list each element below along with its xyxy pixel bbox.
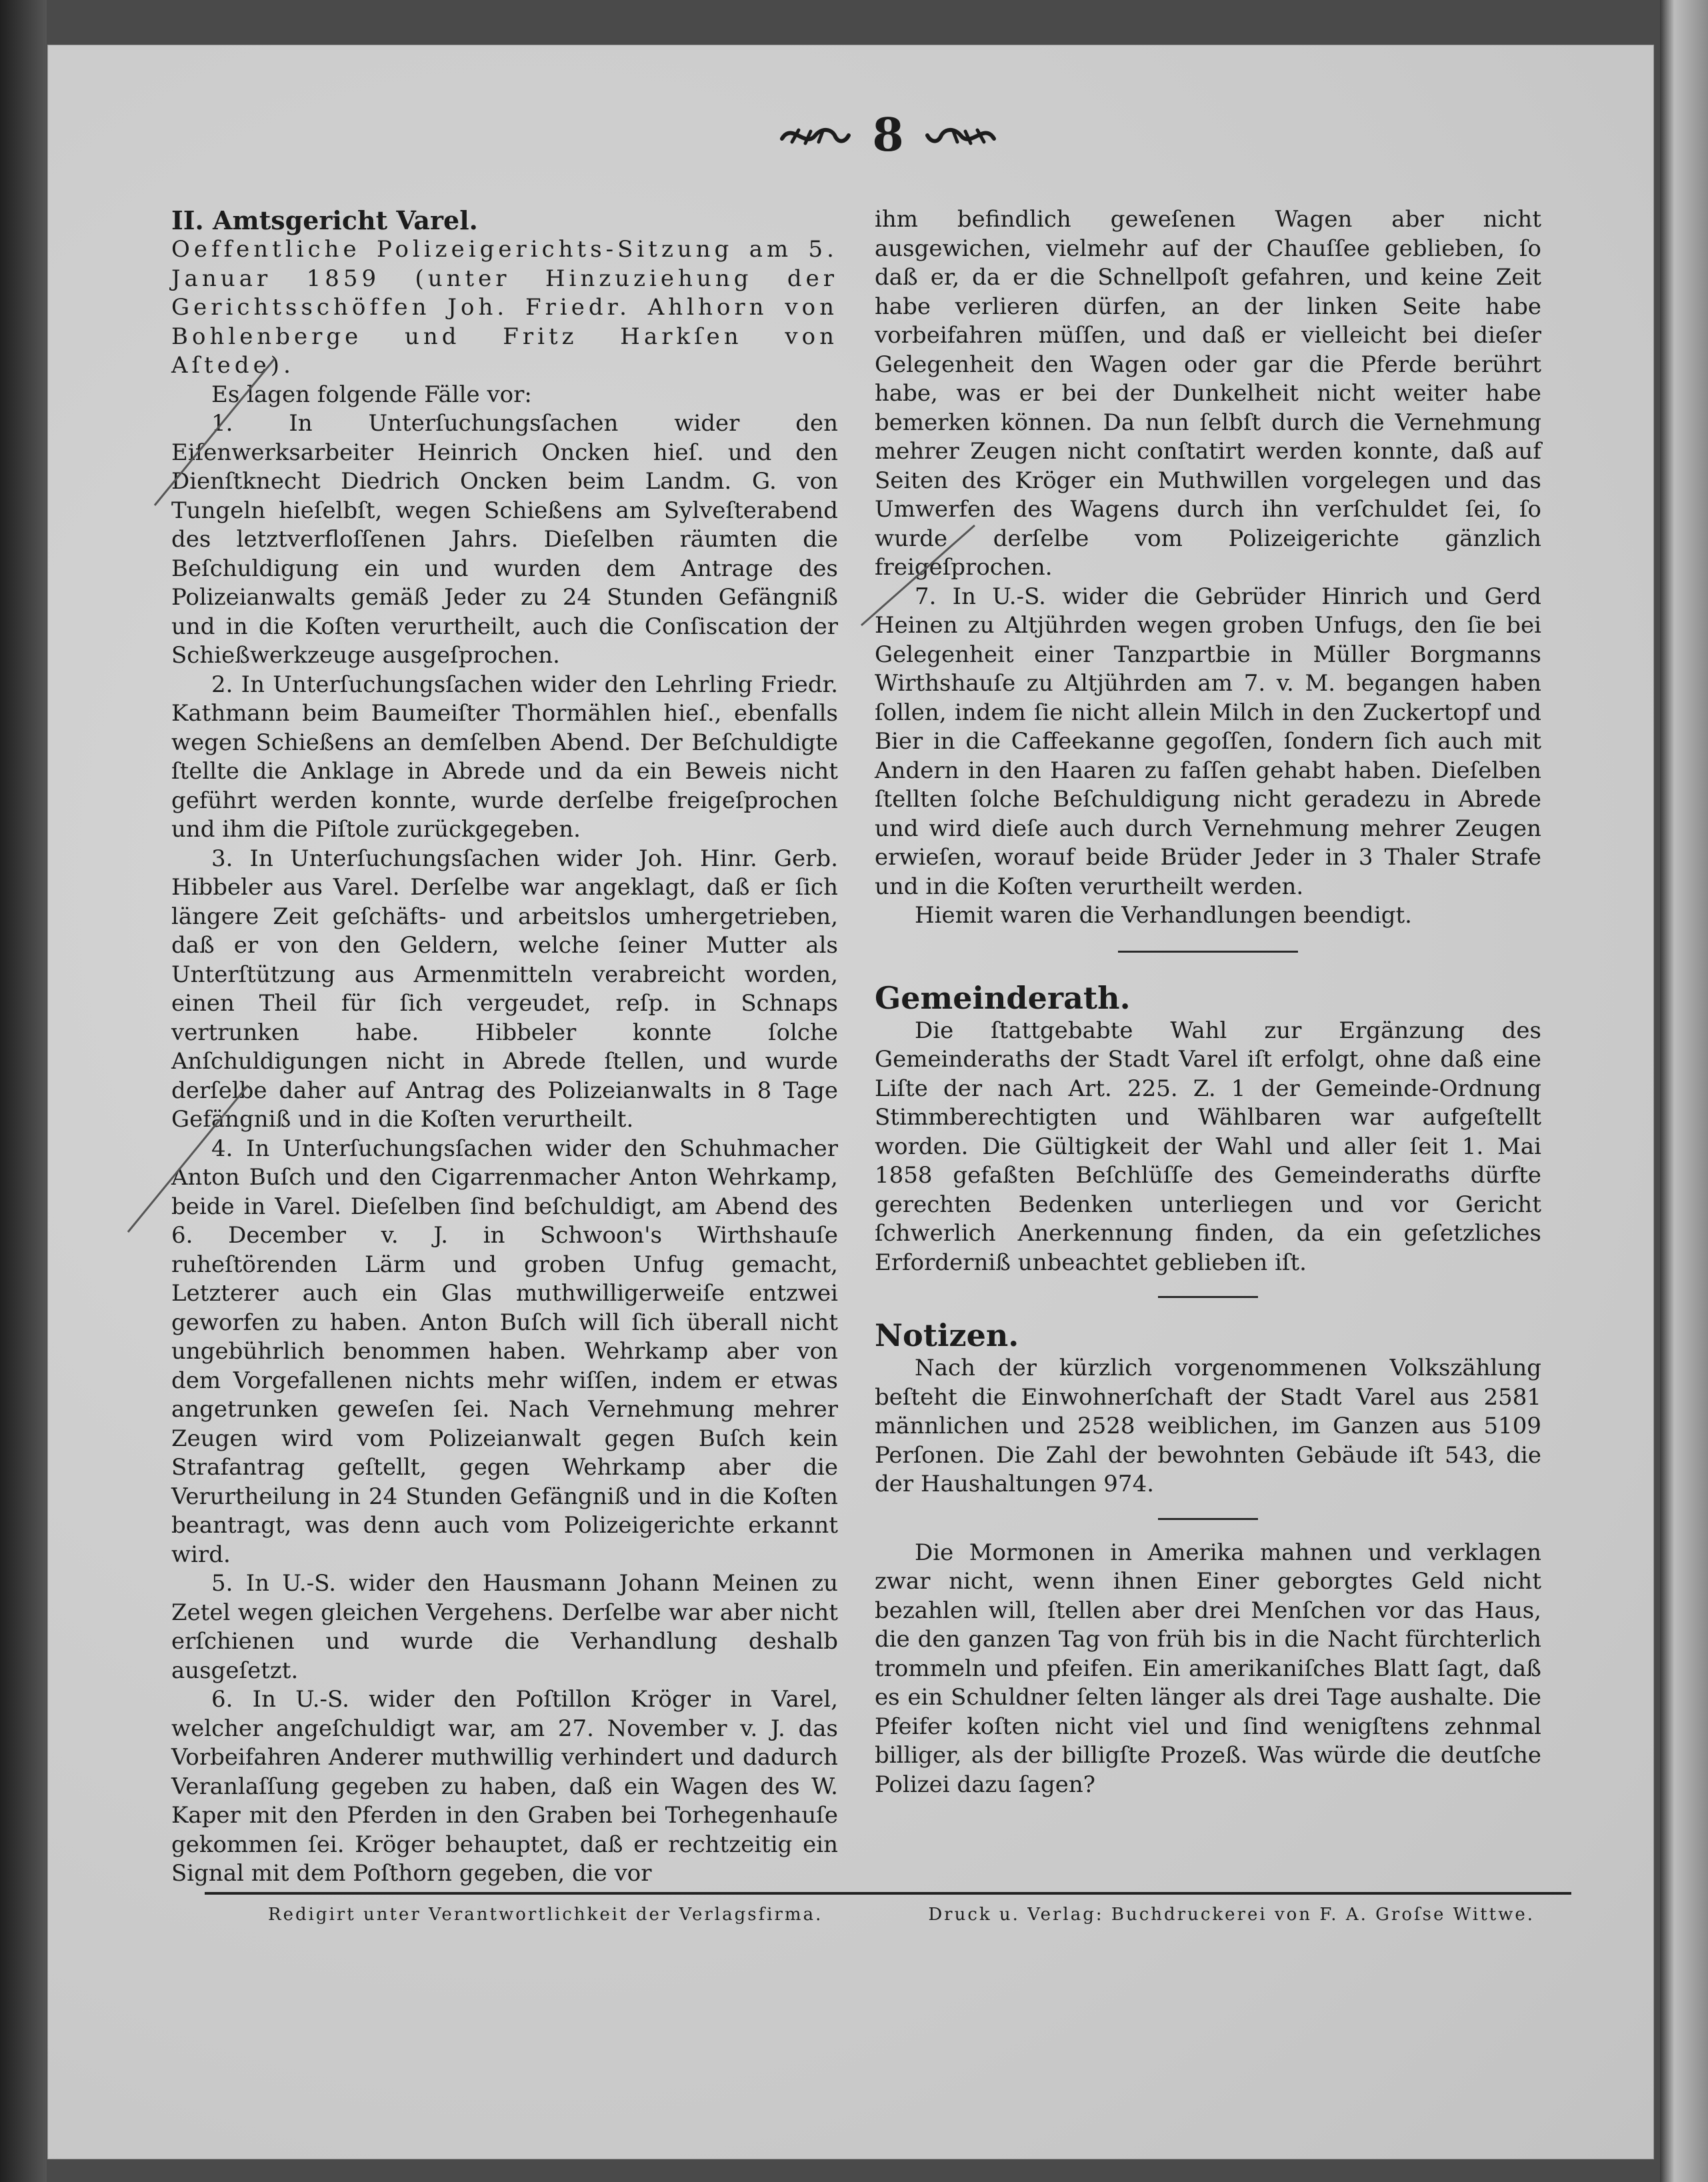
case-6-continued: ihm befindlich geweſenen Wagen aber nicht ausgewichen, vielmehr auf der Chauſſee geblieben, ſo daß er, da er die Schnellpoſt gefahren, und keine Zeit habe verlieren dürfen, an der linken Seite habe vorbeifahren müſſen, und daß er vielleicht bei dieſer Gelegenheit den Wagen oder gar die Pferde berührt habe, was er bei der Dunkelheit nicht weiter habe bemerken können. Da nun ſelbſt durch die Vernehmung mehrer Zeugen nicht conſtatirt werden konnte, daß auf Seiten des Kröger ein Muthwillen vorgelegen und das Umwerfen des Wagens durch ihn verſchuldet ſei, ſo wurde derſelbe vom Polizeigerichte gänzlich freigeſprochen. [875,206,1541,581]
section-title-notizen: Notizen. [875,1317,1019,1353]
case-5: 5. In U.-S. wider den Hausmann Johann Meinen zu Zetel wegen gleichen Vergehens. Derſelbe war aber nicht erſchienen und wurde die Verhandlung deshalb ausgeſetzt. [171,1570,838,1684]
cases-intro: Es lagen folgende Fälle vor: [211,381,532,408]
section-title-amtsgericht: II. Amtsgericht Varel. [171,205,478,235]
imprint [268,1903,1535,1926]
ornament-right-icon [924,115,997,155]
closing-remark: Hiemit waren die Verhandlungen beendigt. [915,902,1412,929]
page-number: 8 [872,109,904,162]
session-intro: Oeffentliche Polizeigerichts-Sitzung am 5. Januar 1859 (unter Hinzuziehung der Gerichtsschöffen Joh. Friedr. Ahlhorn von Bohlenberge und Fritz Harkſen von Aſtede). [171,236,838,379]
imprint-editor: Redigirt unter Verantwortlichkeit der Verlagsfirma. [268,1905,823,1925]
ornament-left-icon [779,115,852,155]
scan-background-right [1660,0,1708,2182]
scan-background-left [0,0,47,2182]
case-6: 6. In U.-S. wider den Poſtillon Kröger in Varel, welcher angeſchuldigt war, am 27. November v. J. das Vorbeifahren Anderer muthwillig verhindert und dadurch Veranlaſſung gegeben zu haben, daß ein Wagen des W. Kaper mit den Pferden in den Graben bei Torhegenhauſe gekommen ſei. Kröger behauptet, daß er rechtzeitig ein Signal mit dem Poſthorn gegeben, die vor [171,1686,838,1887]
newspaper-page [48,45,1653,2159]
section-divider [1118,951,1298,953]
case-7: 7. In U.-S. wider die Gebrüder Hinrich und Gerd Heinen zu Altjührden wegen groben Unfugs, den ſie bei Gelegenheit einer Tanzpartbie in Müller Borgmanns Wirthshauſe zu Altjührden am 7. v. M. begangen haben ſollen, indem ſie nicht allein Milch in den Zuckertopf und Bier in die Caffeekanne gegoſſen, ſondern ſich auch mit Andern in den Haaren zu faſſen gehabt haben. Dieſelben ſtellten ſolche Beſchuldigung nicht geradezu in Abrede und wird dieſe auch durch Vernehmung mehrer Zeugen erwieſen, worauf beide Brüder Jeder in 3 Thaler Strafe und in die Koſten verurtheilt werden. [875,583,1541,900]
gemeinderath-text: Die ſtattgebabte Wahl zur Ergänzung des Gemeinderaths der Stadt Varel iſt erfolgt, ohne daß eine Liſte der nach Art. 225. Z. 1 der Gemeinde-Ordnung Stimmberechtigten und Wählbaren war aufgeſtellt worden. Die Gültigkeit der Wahl und aller ſeit 1. Mai 1858 gefaßten Beſchlüſſe des Gemeinderaths dürfte gerechten Bedenken unterliegen und vor Gericht ſchwerlich Anerkennung finden, da ein geſetzliches Erforderniß unbeachtet geblieben iſt. [875,1017,1541,1276]
notiz-volkszaehlung: Nach der kürzlich vorgenommenen Volkszählung beſteht die Einwohnerſchaft der Stadt Varel aus 2581 männlichen und 2528 weiblichen, im Ganzen aus 5109 Perſonen. Die Zahl der bewohnten Gebäude iſt 543, die der Haushaltungen 974. [875,1355,1541,1497]
left-column [171,205,838,1889]
footer-rule [205,1892,1571,1895]
section-divider [1158,1296,1258,1298]
case-1: 1. In Unterſuchungsſachen wider den Eiſenwerksarbeiter Heinrich Oncken hieſ. und den Dienſtknecht Diedrich Oncken beim Landm. G. von Tungeln hieſelbſt, wegen Schießens am Sylveſterabend des letztverfloſſenen Jahrs. Dieſelben räumten die Beſchuldigung ein und wurden dem Antrage des Polizeianwalts gemäß Jeder zu 24 Stunden Gefängniß und in die Koſten verurtheilt, auch die Conſiscation der Schießwerkzeuge ausgeſprochen. [171,410,838,669]
imprint-printer: Druck u. Verlag: Buchdruckerei von F. A. Groſse Wittwe. [928,1905,1535,1925]
section-title-gemeinderath: Gemeinderath. [875,979,1131,1016]
case-4: 4. In Unterſuchungsſachen wider den Schuhmacher Anton Buſch und den Cigarrenmacher Anton Wehrkamp, beide in Varel. Dieſelben ſind beſchuldigt, am Abend des 6. December v. J. in Schwoon's Wirthshauſe ruheſtörenden Lärm und groben Unfug gemacht, Letzterer auch ein Glas muthwilligerweiſe entzwei geworfen zu haben. Anton Buſch will ſich überall nicht ungebührlich benommen haben. Wehrkamp aber von dem Vorgefallenen nichts mehr wiſſen, indem er etwas angetrunken geweſen ſei. Nach Vernehmung mehrer Zeugen wird vom Polizeianwalt gegen Buſch kein Strafantrag geſtellt, gegen Wehrkamp aber die Verurtheilung in 24 Stunden Gefängniß und in die Koſten beantragt, was denn auch vom Polizeigerichte erkannt wird. [171,1135,838,1568]
notiz-divider [1158,1518,1258,1520]
case-2: 2. In Unterſuchungsſachen wider den Lehrling Friedr. Kathmann beim Baumeiſter Thormählen hieſ., ebenfalls wegen Schießens an demſelben Abend. Der Beſchuldigte ſtellte die Anklage in Abrede und da ein Beweis nicht geführt werden konnte, wurde derſelbe freigeſprochen und ihm die Piſtole zurückgegeben. [171,671,838,843]
right-column [875,205,1541,1799]
page-header [748,99,1028,172]
notiz-mormonen: Die Mormonen in Amerika mahnen und verklagen zwar nicht, wenn ihnen Einer geborgtes Geld nicht bezahlen will, ſtellen aber drei Menſchen vor das Haus, die den ganzen Tag von früh bis in die Nacht fürchterlich trommeln und pfeifen. Ein amerikaniſches Blatt ſagt, daß es ein Schuldner ſelten länger als drei Tage aushalte. Die Pfeifer koſten nicht viel und ſind wenigſtens zehnmal billiger, als der billigſte Prozeß. Was würde die deutſche Polizei dazu ſagen? [875,1539,1541,1798]
case-3: 3. In Unterſuchungsſachen wider Joh. Hinr. Gerb. Hibbeler aus Varel. Derſelbe war angeklagt, daß er ſich längere Zeit geſchäfts- und arbeitslos umhergetrieben, daß er von den Geldern, welche ſeiner Mutter als Unterſtützung aus Armenmitteln verabreicht worden, einen Theil für ſich vergeudet, reſp. in Schnaps vertrunken habe. Hibbeler konnte ſolche Anſchuldigungen nicht in Abrede ſtellen, und wurde derſelbe daher auf Antrag des Polizeianwalts in 8 Tage Gefängniß und in die Koſten verurtheilt. [171,845,838,1133]
